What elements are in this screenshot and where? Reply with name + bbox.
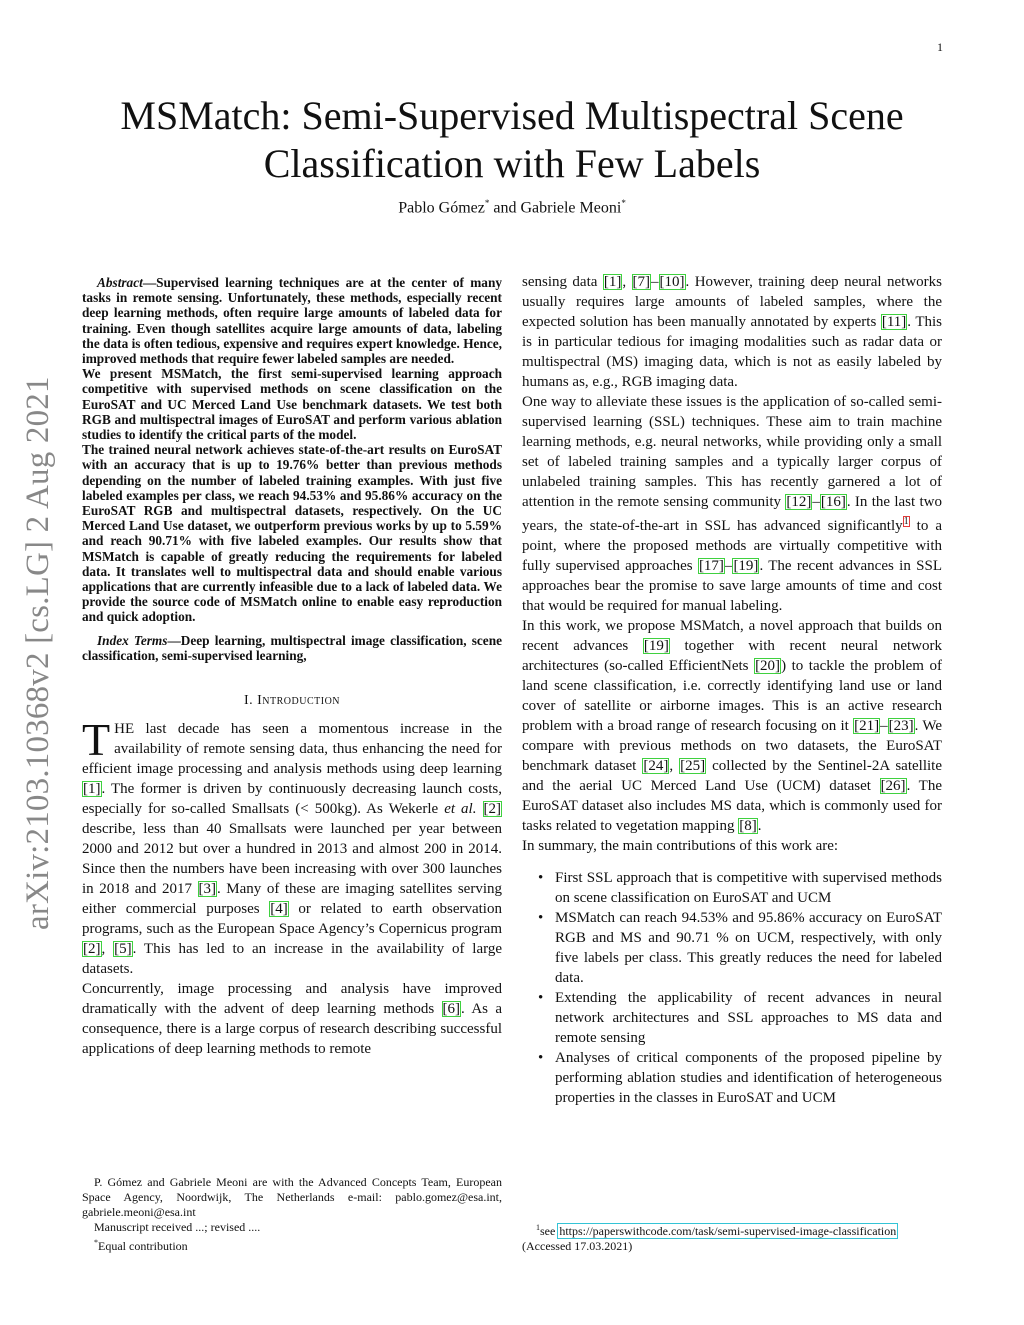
intro-paragraph-1 xyxy=(82,714,503,979)
page-number: 1 xyxy=(937,40,943,54)
citation-link[interactable]: [21] xyxy=(854,718,880,734)
intro-text: . The recent advances in SSL approaches bear the promise to save large amounts of time and cost that would be required for manual labeling. xyxy=(522,558,942,614)
equal-contribution-mark: * xyxy=(94,1238,98,1247)
citation-link[interactable]: [6] xyxy=(442,1001,461,1018)
intro-text: – xyxy=(880,718,888,734)
intro-text: , xyxy=(669,758,680,774)
footnote-accessed: (Accessed 17.03.2021) xyxy=(522,1239,633,1253)
contribution-list xyxy=(522,868,942,1108)
intro-text xyxy=(476,801,482,817)
abstract-paragraph-1 xyxy=(82,275,502,366)
et-al: et al. xyxy=(444,801,477,818)
intro-right-text xyxy=(522,272,942,856)
citation-link[interactable]: [7] xyxy=(632,274,651,290)
intro-paragraph-5 xyxy=(522,616,942,836)
intro-text: . We compare with previous methods on two datasets, the EuroSAT benchmark dataset xyxy=(522,718,942,774)
intro-text: . The EuroSAT dataset also includes MS data, which is commonly used for tasks related to vegetation mapping xyxy=(522,778,942,834)
intro-text: . However, training deep neural networks usually requires large amounts of labeled samples, where the expected solution has been manually annotated by experts xyxy=(522,274,942,330)
citation-link[interactable]: [19] xyxy=(643,638,669,654)
intro-text: – xyxy=(724,558,733,574)
abstract xyxy=(82,275,502,625)
section-title: Introduction xyxy=(257,693,341,709)
intro-text: describe, less than 40 Smallsats were launched per year between 2000 and 2012 but over a hundred in 2013 and almost 200 in 2014. Since then the numbers have been increasing with over 300 launches in 2018 and 2017 xyxy=(82,821,502,898)
citation-link[interactable]: [26] xyxy=(880,778,906,794)
author-list xyxy=(80,198,944,217)
citation-link[interactable]: [2] xyxy=(83,941,101,958)
intro-text: . This is in particular tedious for imaging modalities such as radar data or multispectral (MS) imaging data, which is not as easily labeled by humans as, e.g., RGB imaging data. xyxy=(522,314,943,390)
citation-link[interactable]: [16] xyxy=(820,494,846,510)
equal-contribution-note xyxy=(82,1235,502,1254)
list-item: • Extending the applicability of recent advances in neural network architectures and SSL approaches to MS data and remote sensing xyxy=(522,988,942,1048)
intro-text: together with recent neural network architectures (so-called EfficientNets xyxy=(522,638,942,674)
list-item: • First SSL approach that is competitive with supervised methods on scene classification on EuroSAT and UCM xyxy=(522,868,942,908)
section-heading-introduction xyxy=(82,693,502,709)
intro-text: collected by the Sentinel-2A satellite and the aerial UC Merced Land Use (UCM) dataset xyxy=(522,758,942,794)
left-column xyxy=(82,275,502,1059)
drop-cap: T xyxy=(82,714,111,766)
index-terms-text: —Deep learning, multispectral image classification, scene classification, semi-supervised learning, xyxy=(82,632,502,663)
footnote-1-line xyxy=(522,1220,952,1239)
citation-link[interactable]: [11] xyxy=(881,314,907,330)
author-2-mark: * xyxy=(621,198,626,208)
citation-link[interactable]: [1] xyxy=(83,781,101,798)
section-numeral: I. xyxy=(243,693,258,709)
citation-link[interactable]: [25] xyxy=(680,758,706,774)
intro-text: – xyxy=(651,274,659,290)
citation-link[interactable]: [19] xyxy=(733,558,759,574)
intro-paragraph-2 xyxy=(82,979,502,1059)
intro-paragraph-6: In summary, the main contributions of this work are: xyxy=(522,838,839,854)
equal-contribution-text: Equal contribution xyxy=(98,1239,188,1253)
citation-link[interactable]: [1] xyxy=(603,274,622,290)
arxiv-identifier: arXiv:2103.10368v2 [cs.LG] 2 Aug 2021 xyxy=(20,376,56,930)
intro-paragraph-4 xyxy=(522,392,942,616)
intro-text: . Many of these are imaging satellites serving either commercial purposes xyxy=(82,881,502,918)
intro-text: . As a consequence, there is a large corpus of research describing successful applications of deep learning methods to remote xyxy=(82,1001,502,1058)
intro-text: Concurrently, image processing and analysis have improved dramatically with the advent of deep learning methods xyxy=(82,981,502,1018)
list-item: • MSMatch can reach 94.53% and 95.86% accuracy on EuroSAT RGB and MS and 90.71 % on UCM, respectively, with only five labels per class. This greatly reduces the need for labeled data. xyxy=(522,908,942,988)
intro-paragraph-3 xyxy=(522,272,942,392)
intro-text: , xyxy=(622,274,632,290)
intro-text: or related to earth observation programs, such as the European Space Agency’s Copernicus program xyxy=(82,901,502,938)
intro-text: to a point, where the proposed methods are virtually competitive with fully supervised approaches xyxy=(522,518,943,574)
abstract-paragraph-2: We present MSMatch, the first semi-supervised learning approach competitive with supervised methods on scene classification on the EuroSAT and UC Merced Land Use benchmark datasets. We test both RGB and multispectral images of EuroSAT and perform various ablation studies to identify the critical parts of the model. xyxy=(82,366,502,443)
title-line-1: MSMatch: Semi-Supervised Multispectral Scene xyxy=(120,93,904,138)
citation-link[interactable]: [10] xyxy=(659,274,685,290)
intro-text: . The former is driven by continuously decreasing launch costs, especially for so-called Smallsats (< 500kg). As Wekerle xyxy=(82,781,502,818)
citation-link[interactable]: [17] xyxy=(698,558,724,574)
intro-text: . This has led to an increase in the availability of large datasets. xyxy=(82,941,503,978)
citation-link[interactable]: [4] xyxy=(270,901,288,918)
footnote-url-link[interactable]: https://paperswithcode.com/task/semi-supervised-image-classification xyxy=(559,1224,897,1238)
manuscript-note: Manuscript received ...; revised .... xyxy=(94,1220,261,1234)
citation-link[interactable]: [3] xyxy=(198,881,217,898)
author-1: Pablo Gómez xyxy=(398,199,485,217)
index-terms xyxy=(82,633,502,663)
list-item: • Analyses of critical components of the proposed pipeline by performing ablation studies and identification of heterogeneous properties in the classes in EuroSAT and UCM xyxy=(522,1048,942,1108)
right-column xyxy=(522,272,942,1108)
intro-text: ) to tackle the problem of land scene classification, i.e. correctly identifying land use or land cover of satellite or airborne images. This is an active research problem with a broad range of research focusing on it xyxy=(522,658,943,734)
footnote-1-mark: 1 xyxy=(536,1223,540,1232)
citation-link[interactable]: [24] xyxy=(643,758,669,774)
abstract-label: Abstract xyxy=(97,275,143,290)
affiliation-text: P. Gómez and Gabriele Meoni are with the Advanced Concepts Team, European Space Agency, Noordwijk, The Netherlands e-mail: pablo.gomez@esa.int, gabriele.meoni@esa.int xyxy=(82,1175,502,1219)
intro-text: In this work, we propose MSMatch, a novel approach that builds on recent advances xyxy=(522,618,942,654)
author-1-mark: * xyxy=(484,198,490,208)
paper-title xyxy=(80,92,944,188)
author-2: Gabriele Meoni xyxy=(520,199,622,217)
title-line-2: Classification with Few Labels xyxy=(263,141,761,186)
intro-text: . In the last two years, the state-of-the-art in SSL has advanced significantly xyxy=(522,494,943,534)
citation-link[interactable]: [2] xyxy=(483,801,502,818)
intro-left-text xyxy=(82,714,503,1059)
intro-text: – xyxy=(812,494,820,510)
intro-text: One way to alleviate these issues is the application of so-called semi-supervised learning (SSL) techniques. These aim to train machine learning methods, e.g. neural networks, while providing only a small set of labeled training samples and a typically larger corpus of unlabeled training samples. This has recently garnered a lot of attention in the remote sensing community xyxy=(522,394,942,510)
citation-link[interactable]: [5] xyxy=(114,941,132,958)
intro-text: sensing data xyxy=(522,274,603,290)
citation-link[interactable]: [8] xyxy=(739,818,757,834)
footnote-affiliation xyxy=(82,1175,502,1254)
intro-text: HE last decade has seen a momentous increase in the availability of remote sensing data, thus enhancing the need for efficient image processing and analysis methods using deep learning xyxy=(82,721,502,778)
footnote-link[interactable]: 1 xyxy=(903,516,909,527)
intro-text: , xyxy=(101,941,114,958)
abstract-text-1: —Supervised learning techniques are at the center of many tasks in remote sensing. Unfortunately, these methods, especially recent deep learning methods, often require large amounts of labeled data for training. Even though satellites acquire large amounts of data, labeling the data is often tedious, expensive and requires expert knowledge. Hence, improved methods that require fewer labeled samples are needed. xyxy=(82,275,502,367)
footnote-1 xyxy=(522,1220,952,1254)
abstract-paragraph-3: The trained neural network achieves state-of-the-art results on EuroSAT with an accuracy that is up to 19.76% better than previous methods depending on the number of labeled training examples. With just five labeled examples per class, we reach 94.53% and 95.86% accuracy on the EuroSAT RGB and multispectral datasets, respectively. On the UC Merced Land Use dataset, we outperform previous works by up to 5.59% and reach 90.71% with five labeled examples. Our results show that MSMatch is capable of greatly reducing the requirements for labeled data. It translates well to multispectral data and should enable various applications that are currently infeasible due to a lack of labeled data. We provide the source code of MSMatch online to enable easy reproduction and quick adoption. xyxy=(82,442,502,625)
index-terms-label: Index Terms xyxy=(97,632,168,648)
citation-link[interactable]: [23] xyxy=(888,718,914,734)
intro-text: . xyxy=(757,818,762,834)
author-connector: and xyxy=(493,199,517,217)
citation-link[interactable]: [20] xyxy=(755,658,781,674)
citation-link[interactable]: [12] xyxy=(786,494,812,510)
footnote-see: see xyxy=(540,1224,559,1238)
